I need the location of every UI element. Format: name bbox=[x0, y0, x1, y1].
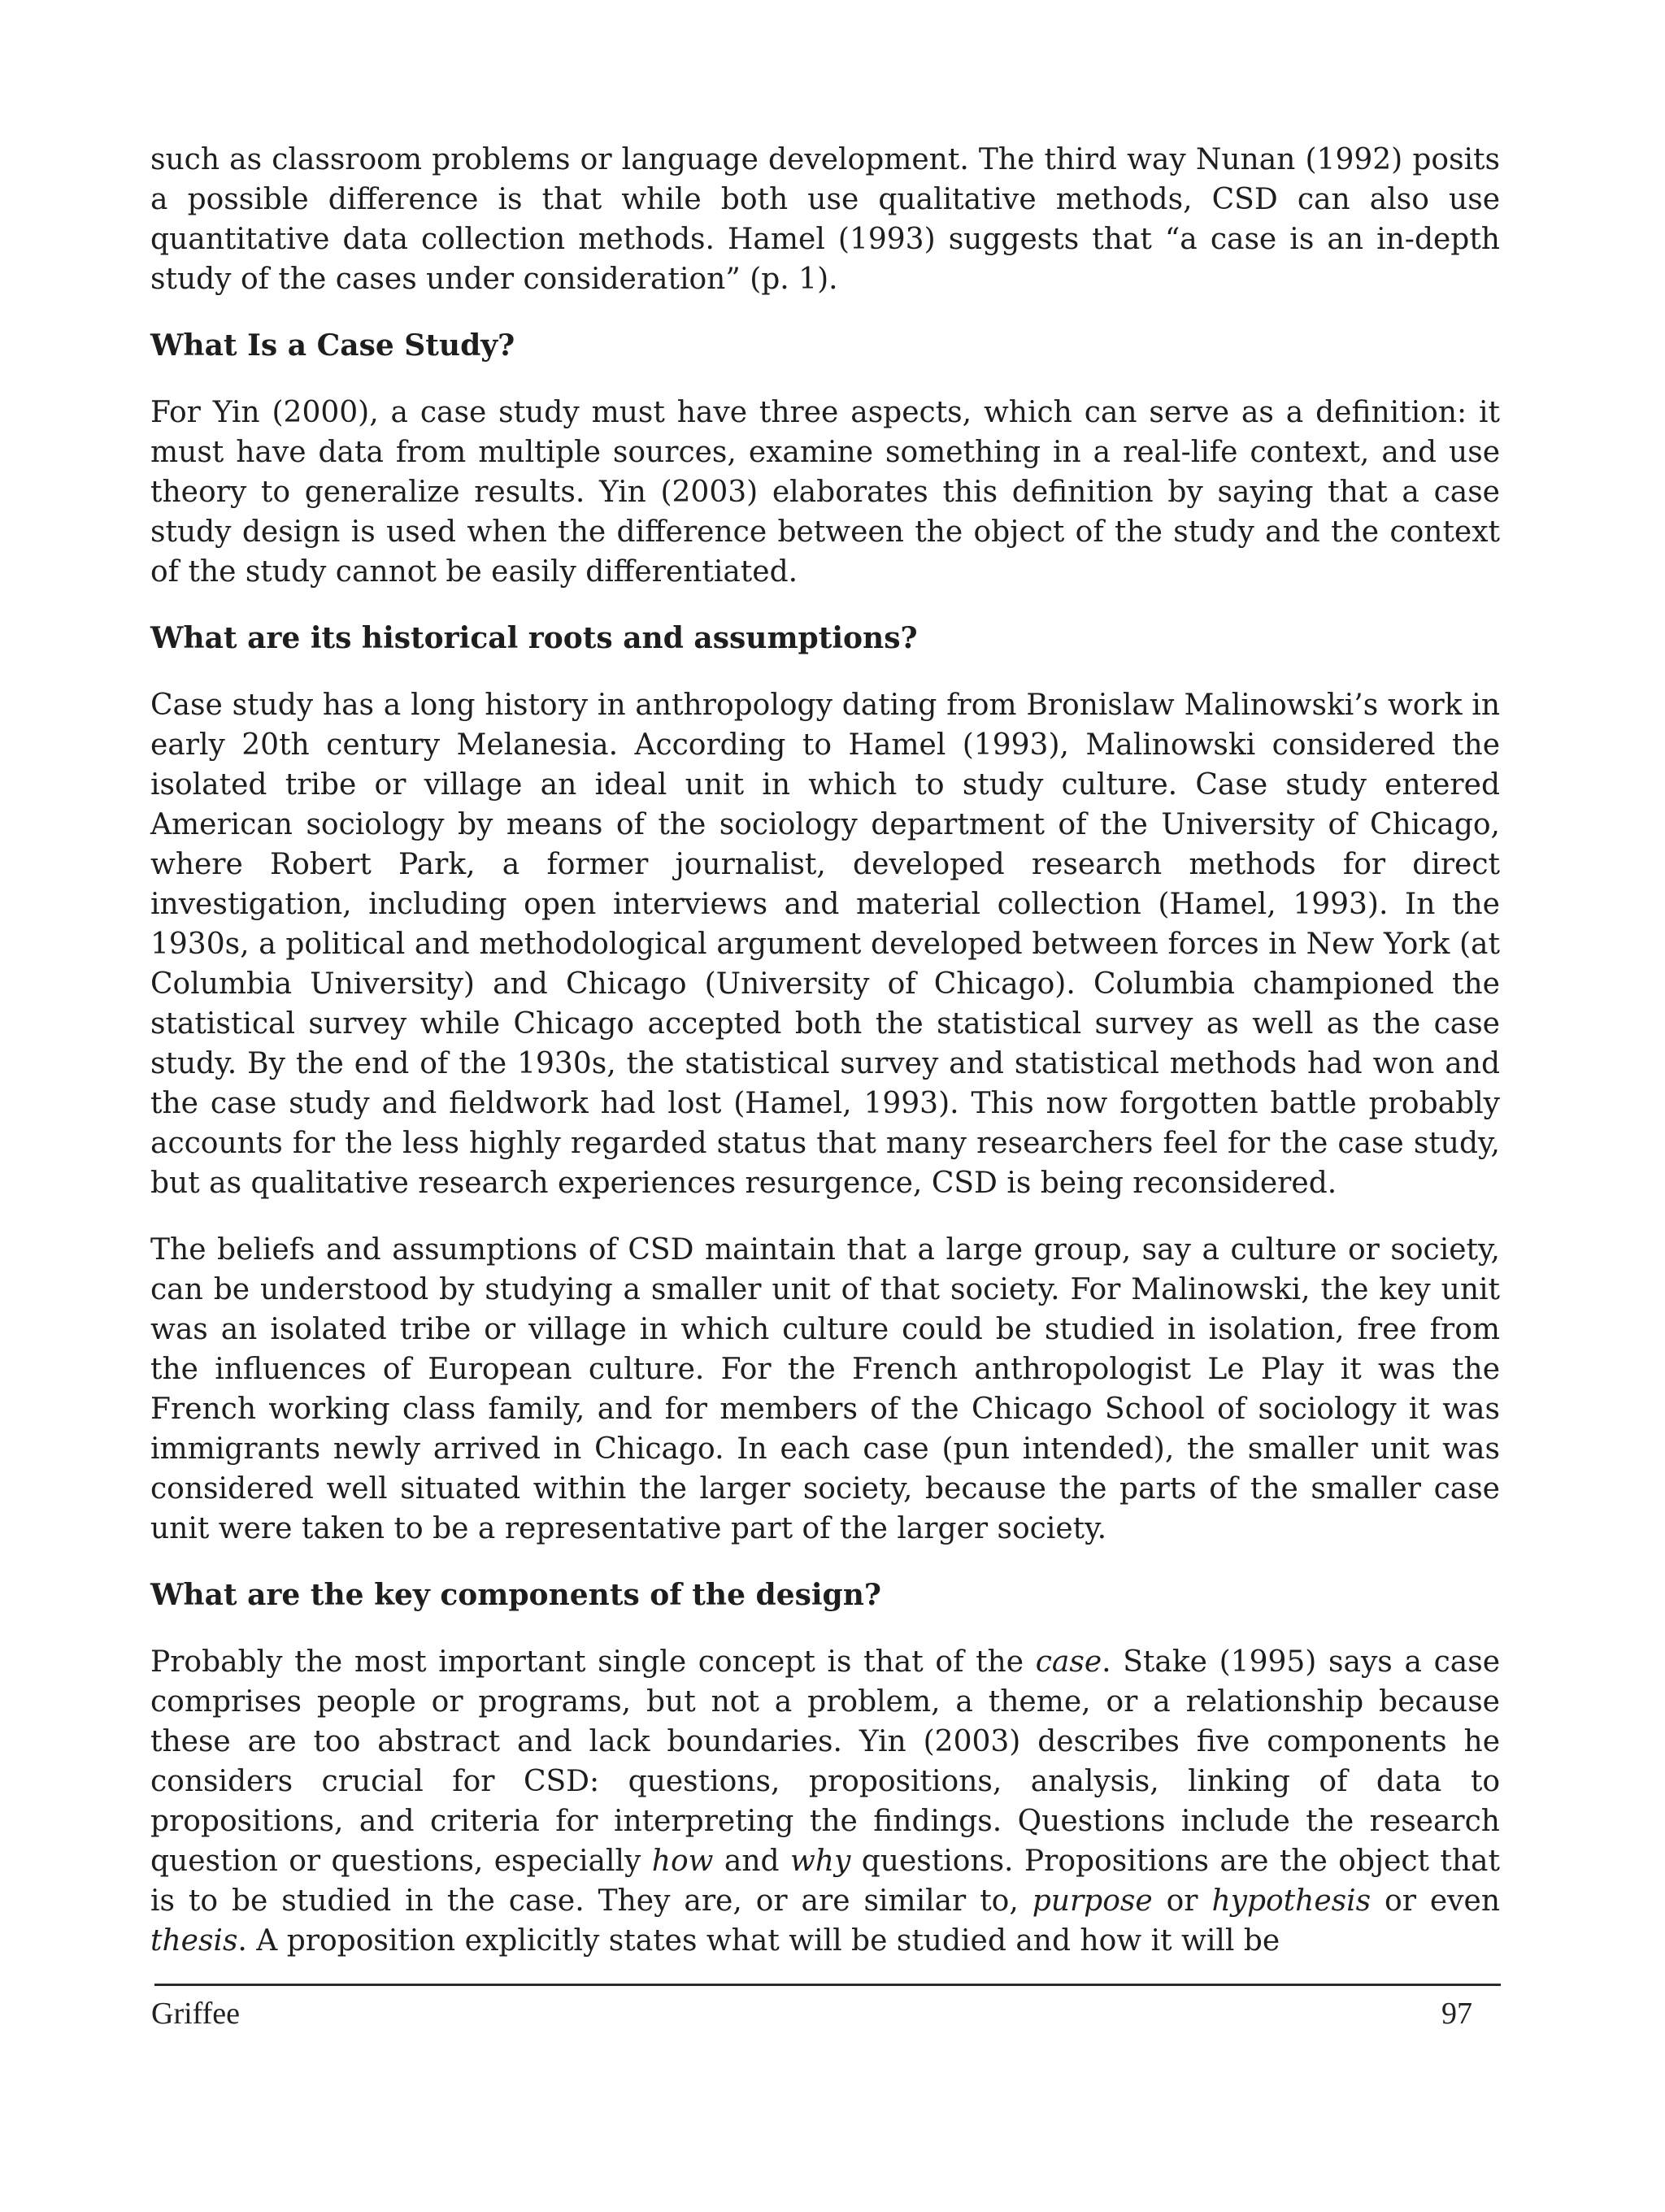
paragraph-history: Case study has a long history in anthropology dating from Bronislaw Malinowski’s work in early 20th century Melanesia. According to Hamel (1993), Malinowski considered the isolated tribe or village an ideal unit in which to study culture. Case study entered American sociology by means of the sociology department of the University of Chicago, where Robert Park, a former journalist, developed research methods for direct investigation, including open interviews and material collection (Hamel, 1993). In the 1930s, a political and methodological argument developed between forces in New York (at Columbia University) and Chicago (University of Chicago). Columbia championed the statistical survey while Chicago accepted both the statistical survey as well as the case study. By the end of the 1930s, the statistical survey and statistical methods had won and the case study and fieldwork had lost (Hamel, 1993). This now forgotten battle probably accounts for the less highly regarded status that many researchers feel for the case study, but as qualitative research experiences resurgence, CSD is being reconsidered. bbox=[150, 689, 1500, 1200]
emphasis-purpose: purpose bbox=[1032, 1884, 1153, 1918]
text-run: . A proposition explicitly states what will be studied and how it will be bbox=[237, 1924, 1280, 1958]
paragraph-beliefs: The beliefs and assumptions of CSD maintain that a large group, say a culture or society, can be understood by studying a smaller unit of that society. For Malinowski, the key unit was an isolated tribe or village in which culture could be studied in isolation, free from the influences of European culture. For the French anthropologist Le Play it was the French working class family, and for members of the Chicago School of sociology it was immigrants newly arrived in Chicago. In each case (pun intended), the smaller unit was considered well situated within the larger society, because the parts of the smaller case unit were taken to be a representative part of the larger society. bbox=[150, 1233, 1500, 1545]
emphasis-thesis: thesis bbox=[150, 1924, 238, 1958]
page-number: 97 bbox=[1441, 1997, 1472, 2031]
heading-key-components: What are the key components of the design? bbox=[150, 1578, 881, 1612]
emphasis-hypothesis: hypothesis bbox=[1211, 1884, 1372, 1918]
text-run: or bbox=[1152, 1884, 1212, 1918]
heading-what-is-case-study: What Is a Case Study? bbox=[150, 328, 515, 363]
text-run: or even bbox=[1371, 1884, 1500, 1918]
text-run: questions. Propositions are the object that is to be studied in the case. They are, or are similar to, bbox=[150, 1845, 1500, 1918]
paragraph-components bbox=[150, 1642, 1500, 1961]
text-run: Probably the most important single concept is that of the bbox=[150, 1645, 1036, 1679]
text-run: and bbox=[713, 1845, 790, 1878]
paragraph-intro: such as classroom problems or language development. The third way Nunan (1992) posits a possible difference is that while both use qualitative methods, CSD can also use quantitative data collection methods. Hamel (1993) suggests that “a case is an in-depth study of the cases under consideration” (p. 1). bbox=[150, 143, 1500, 296]
footer-divider bbox=[154, 1984, 1501, 1986]
text-run: . Stake (1995) says a case comprises people or programs, but not a problem, a theme, or a relationship because these are too abstract and lack boundaries. Yin (2003) describes five components he considers crucial for CSD: questions, propositions, analysis, linking of data to propositions, and criteria for interpreting the findings. Questions include the research question or questions, especially bbox=[150, 1645, 1500, 1878]
heading-historical-roots: What are its historical roots and assumptions? bbox=[150, 621, 918, 655]
emphasis-why: why bbox=[789, 1845, 851, 1878]
page-body bbox=[150, 140, 1500, 1988]
paragraph-definition: For Yin (2000), a case study must have three aspects, which can serve as a definition: it must have data from multiple sources, examine something in a real-life context, and use theory to generalize results. Yin (2003) elaborates this definition by saying that a case study design is used when the difference between the object of the study and the context of the study cannot be easily differentiated. bbox=[150, 396, 1500, 589]
emphasis-how: how bbox=[651, 1845, 714, 1878]
emphasis-case: case bbox=[1035, 1645, 1102, 1679]
footer-author: Griffee bbox=[151, 1997, 241, 2031]
